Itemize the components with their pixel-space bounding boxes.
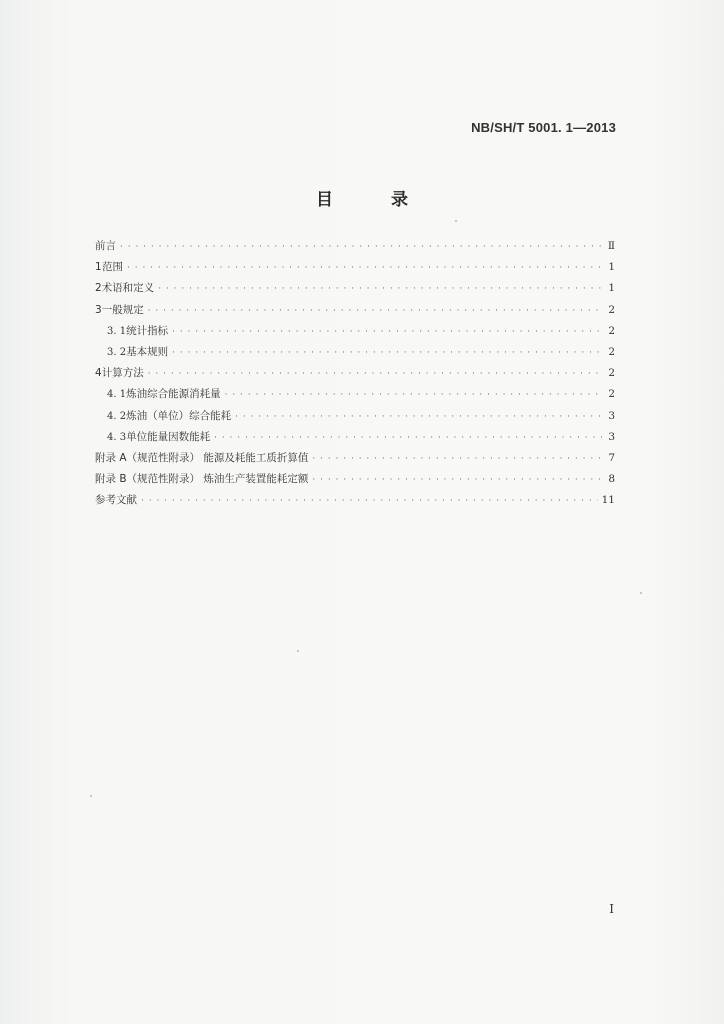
toc-entry[interactable] <box>95 236 615 257</box>
toc-entry-page: 2 <box>608 345 615 358</box>
toc-entry-label: 统计指标 <box>126 324 169 337</box>
toc-entry-label: 计算方法 <box>101 367 144 380</box>
toc-entry-page: 1 <box>608 282 615 295</box>
toc-entry-label: 基本规则 <box>126 345 169 358</box>
toc-entry[interactable] <box>95 278 615 299</box>
toc-dot-leader <box>172 322 603 343</box>
table-of-contents <box>95 236 615 511</box>
toc-entry[interactable] <box>95 321 615 342</box>
toc-dot-leader <box>148 364 603 385</box>
toc-entry-page: 2 <box>608 303 615 316</box>
toc-dot-leader <box>235 407 603 428</box>
toc-dot-leader <box>312 470 603 491</box>
toc-entry-page: Ⅱ <box>607 240 615 252</box>
toc-entry-page: 2 <box>608 324 615 337</box>
toc-entry-label: 前言 <box>95 240 116 252</box>
toc-entry[interactable] <box>95 406 615 427</box>
toc-entry-page: 2 <box>608 388 615 401</box>
toc-entry-number: 3 <box>95 303 102 316</box>
toc-entry-number: 2 <box>95 282 102 295</box>
toc-entry-label: 参考文献 <box>95 494 137 507</box>
toc-dot-leader <box>148 301 603 322</box>
toc-entry-number: 4. 2 <box>107 410 127 422</box>
toc-dot-leader <box>172 343 603 364</box>
toc-entry-page: 2 <box>608 367 615 380</box>
toc-entry[interactable] <box>95 448 615 469</box>
standard-code: NB/SH/T 5001. 1—2013 <box>471 120 616 135</box>
toc-dot-leader <box>141 491 598 512</box>
toc-entry[interactable] <box>95 257 615 278</box>
toc-entry[interactable] <box>95 469 615 490</box>
toc-entry[interactable] <box>95 342 615 363</box>
toc-entry-page: 11 <box>601 494 615 507</box>
toc-entry[interactable] <box>95 300 615 321</box>
toc-title: 目 录 <box>316 190 434 210</box>
toc-dot-leader <box>312 449 603 470</box>
toc-entry-page: 1 <box>608 261 615 274</box>
toc-entry-label: 附录 B（规范性附录） 炼油生产装置能耗定额 <box>95 473 309 486</box>
toc-dot-leader <box>158 279 603 300</box>
toc-entry[interactable] <box>95 363 615 384</box>
toc-entry-label: 范围 <box>102 261 124 274</box>
toc-entry-page: 3 <box>608 430 615 443</box>
toc-dot-leader <box>120 237 603 258</box>
scan-speck <box>297 650 299 652</box>
toc-entry-number: 4 <box>95 367 102 380</box>
toc-dot-leader <box>225 385 603 406</box>
toc-entry-page: 7 <box>608 451 615 464</box>
toc-entry-number: 1 <box>95 261 102 274</box>
toc-entry[interactable] <box>95 490 615 511</box>
toc-entry-label: 单位能量因数能耗 <box>126 430 211 443</box>
toc-entry-page: 3 <box>608 409 615 422</box>
toc-entry-number: 4. 1 <box>107 389 127 401</box>
toc-entry-label: 炼油综合能源消耗量 <box>126 388 221 401</box>
scan-speck <box>640 592 642 594</box>
toc-entry-page: 8 <box>608 473 615 486</box>
scan-speck <box>90 795 92 797</box>
toc-entry-number: 4. 3 <box>107 431 127 443</box>
toc-entry-label: 附录 A（规范性附录） 能源及耗能工质折算值 <box>95 451 309 464</box>
page-number: I <box>609 902 614 916</box>
toc-entry-number: 3. 1 <box>107 325 127 337</box>
toc-dot-leader <box>214 428 603 449</box>
toc-entry[interactable] <box>95 384 615 405</box>
toc-entry-number: 3. 2 <box>107 346 127 358</box>
toc-entry-label: 一般规定 <box>101 303 144 316</box>
toc-entry-label: 术语和定义 <box>101 282 155 295</box>
toc-dot-leader <box>127 258 603 279</box>
toc-entry[interactable] <box>95 427 615 448</box>
scan-speck <box>455 220 457 222</box>
toc-entry-label: 炼油（单位）综合能耗 <box>126 409 232 422</box>
